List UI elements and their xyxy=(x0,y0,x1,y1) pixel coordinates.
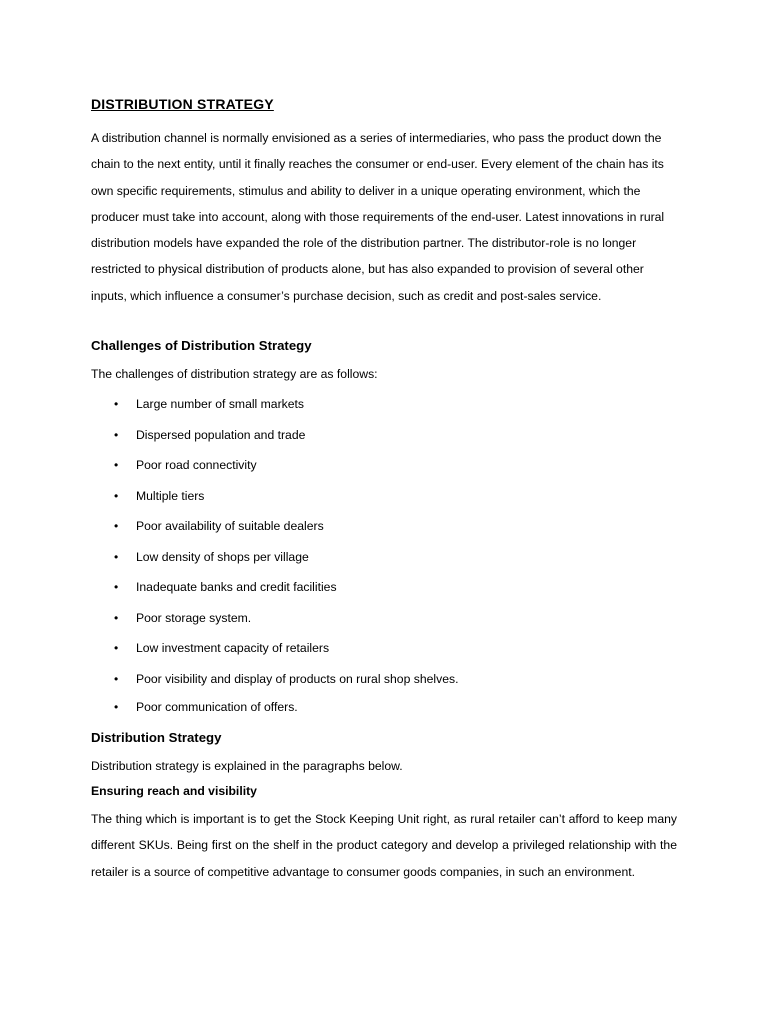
challenge-item xyxy=(110,549,670,565)
bullet-icon: • xyxy=(114,458,119,472)
challenge-item xyxy=(110,699,670,715)
challenges-heading: Challenges of Distribution Strategy xyxy=(91,338,312,353)
bullet-icon: • xyxy=(114,671,119,686)
challenge-item-text: Large number of small markets xyxy=(136,397,304,411)
challenge-item xyxy=(110,671,670,687)
strategy-heading: Distribution Strategy xyxy=(91,730,222,745)
challenges-list xyxy=(110,396,670,715)
challenge-item xyxy=(110,518,670,534)
challenge-item xyxy=(110,579,670,595)
reach-visibility-paragraph: The thing which is important is to get the Stock Keeping Unit right, as rural retailer can’t afford to keep many different SKUs. Being first on the shelf in the product category and develop a privileged relationship with the retailer is a source of competitive advantage to consumer goods companies, in such an environment. xyxy=(91,812,677,879)
challenge-item xyxy=(110,457,670,473)
bullet-icon: • xyxy=(114,519,119,533)
strategy-lead: Distribution strategy is explained in the paragraphs below. xyxy=(91,759,403,773)
challenges-lead: The challenges of distribution strategy are as follows: xyxy=(91,367,378,381)
challenge-item-text: Dispersed population and trade xyxy=(136,427,306,442)
challenge-item xyxy=(110,610,670,626)
bullet-icon: • xyxy=(114,549,119,564)
bullet-icon: • xyxy=(114,427,119,442)
challenge-item-text: Poor communication of offers. xyxy=(136,699,298,714)
reach-visibility-subheading: Ensuring reach and visibility xyxy=(91,784,257,798)
challenge-item-text: Low density of shops per village xyxy=(136,549,309,564)
bullet-icon: • xyxy=(114,397,119,411)
challenge-item xyxy=(110,427,670,443)
bullet-icon: • xyxy=(114,580,119,594)
challenge-item-text: Poor availability of suitable dealers xyxy=(136,519,324,533)
document-title: DISTRIBUTION STRATEGY xyxy=(91,96,274,112)
challenge-item xyxy=(110,640,670,656)
bullet-icon: • xyxy=(114,610,119,625)
challenge-item xyxy=(110,488,670,504)
intro-paragraph: A distribution channel is normally envisioned as a series of intermediaries, who pass the product down the chain to the next entity, until it finally reaches the consumer or end-user. Every element of the chain has its own specific requirements, stimulus and ability to deliver in a unique operating environment, which the producer must take into account, along with those requirements of the end-user. Latest innovations in rural distribution models have expanded the role of the distribution partner. The distributor-role is no longer restricted to physical distribution of products alone, but has also expanded to provision of several other inputs, which influence a consumer’s purchase decision, such as credit and post-sales service. xyxy=(91,131,665,303)
bullet-icon: • xyxy=(114,699,119,714)
challenge-item-text: Inadequate banks and credit facilities xyxy=(136,580,337,594)
challenge-item-text: Poor storage system. xyxy=(136,610,252,625)
challenge-item-text: Multiple tiers xyxy=(136,488,205,503)
bullet-icon: • xyxy=(114,488,119,503)
bullet-icon: • xyxy=(114,641,119,655)
challenge-item-text: Poor visibility and display of products on rural shop shelves. xyxy=(136,671,459,686)
challenge-item-text: Poor road connectivity xyxy=(136,458,257,472)
challenge-item-text: Low investment capacity of retailers xyxy=(136,641,330,655)
challenge-item xyxy=(110,396,670,412)
